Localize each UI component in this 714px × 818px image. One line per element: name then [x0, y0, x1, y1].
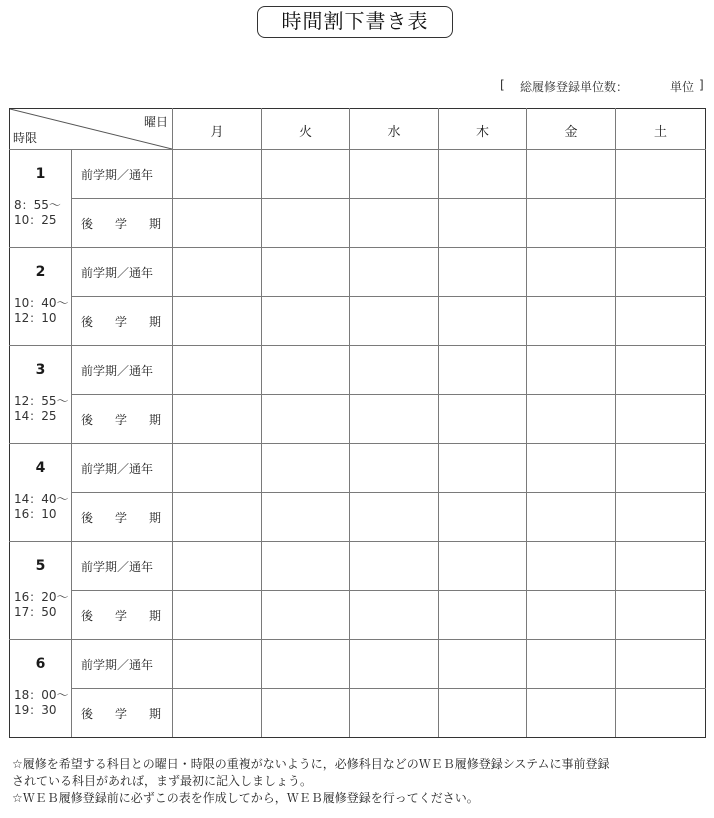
slot-cell-thu-first-term[interactable] — [439, 542, 527, 591]
slot-cell-fri-first-term[interactable] — [527, 150, 616, 199]
term-label-first: 前学期／通年 — [72, 150, 173, 199]
slot-cell-wed-first-term[interactable] — [350, 542, 439, 591]
term-label-second — [72, 395, 173, 444]
slot-cell-sat-second-term[interactable] — [616, 493, 706, 542]
credit-unit-label: 単位 — [670, 80, 695, 94]
total-credits-label: 総履修登録単位数： — [520, 80, 629, 94]
day-header-fri: 金 — [527, 109, 616, 150]
term-label-char: 学 — [115, 314, 128, 329]
period-label-cell — [10, 542, 72, 640]
slot-cell-wed-first-term[interactable] — [350, 150, 439, 199]
term-label-second — [72, 591, 173, 640]
slot-cell-fri-first-term[interactable] — [527, 542, 616, 591]
credit-close-bracket: ] — [699, 78, 704, 92]
instructions-notes — [12, 756, 708, 807]
term-label-char: 期 — [149, 412, 162, 427]
period-end-time: 16：10 — [14, 507, 57, 521]
slot-cell-mon-first-term[interactable] — [173, 346, 262, 395]
slot-cell-tue-second-term[interactable] — [262, 395, 350, 444]
term-label-char: 期 — [149, 216, 162, 231]
day-header-tue: 火 — [262, 109, 350, 150]
slot-cell-mon-first-term[interactable] — [173, 150, 262, 199]
slot-cell-sat-second-term[interactable] — [616, 297, 706, 346]
term-label-char: 学 — [115, 706, 128, 721]
period-start-time: 10：40〜 — [14, 296, 69, 310]
period-time-range — [14, 492, 69, 522]
day-header-sat: 土 — [616, 109, 706, 150]
slot-cell-tue-first-term[interactable] — [262, 150, 350, 199]
slot-cell-tue-first-term[interactable] — [262, 542, 350, 591]
period-number: 6 — [35, 656, 46, 672]
period-row-second-term — [10, 493, 706, 542]
slot-cell-fri-first-term[interactable] — [527, 248, 616, 297]
period-end-time: 14：25 — [14, 409, 57, 423]
term-label-second — [72, 297, 173, 346]
period-number: 4 — [35, 460, 46, 476]
period-start-time: 18：00〜 — [14, 688, 69, 702]
term-label-char: 学 — [115, 608, 128, 623]
slot-cell-fri-second-term[interactable] — [527, 493, 616, 542]
slot-cell-fri-second-term[interactable] — [527, 591, 616, 640]
term-label-first: 前学期／通年 — [72, 346, 173, 395]
term-label-char: 学 — [115, 510, 128, 525]
slot-cell-wed-second-term[interactable] — [350, 591, 439, 640]
slot-cell-sat-first-term[interactable] — [616, 150, 706, 199]
period-start-time: 8：55〜 — [14, 198, 61, 212]
slot-cell-sat-first-term[interactable] — [616, 640, 706, 689]
slot-cell-fri-first-term[interactable] — [527, 640, 616, 689]
slot-cell-fri-second-term[interactable] — [527, 199, 616, 248]
period-label-cell — [10, 346, 72, 444]
term-label-char: 期 — [149, 510, 162, 525]
slot-cell-tue-second-term[interactable] — [262, 199, 350, 248]
period-label-cell — [10, 640, 72, 738]
slot-cell-thu-first-term[interactable] — [439, 346, 527, 395]
period-end-time: 19：30 — [14, 703, 57, 717]
slot-cell-thu-second-term[interactable] — [439, 297, 527, 346]
period-start-time: 16：20〜 — [14, 590, 69, 604]
slot-cell-mon-second-term[interactable] — [173, 591, 262, 640]
corner-header — [10, 109, 173, 150]
slot-cell-thu-first-term[interactable] — [439, 640, 527, 689]
slot-cell-fri-first-term[interactable] — [527, 346, 616, 395]
term-label-char: 後 — [81, 314, 94, 329]
slot-cell-mon-second-term[interactable] — [173, 199, 262, 248]
period-row-first-term — [10, 150, 706, 199]
slot-cell-sat-second-term[interactable] — [616, 395, 706, 444]
period-end-time: 12：10 — [14, 311, 57, 325]
slot-cell-wed-second-term[interactable] — [350, 689, 439, 738]
term-label-second — [72, 199, 173, 248]
slot-cell-thu-first-term[interactable] — [439, 248, 527, 297]
period-end-time: 17：50 — [14, 605, 57, 619]
slot-cell-wed-first-term[interactable] — [350, 640, 439, 689]
period-start-time: 14：40〜 — [14, 492, 69, 506]
slot-cell-wed-second-term[interactable] — [350, 395, 439, 444]
term-label-char: 後 — [81, 412, 94, 427]
period-row-second-term — [10, 591, 706, 640]
slot-cell-wed-first-term[interactable] — [350, 444, 439, 493]
slot-cell-sat-first-term[interactable] — [616, 248, 706, 297]
term-label-first: 前学期／通年 — [72, 542, 173, 591]
period-time-range — [14, 590, 69, 620]
period-label-cell — [10, 150, 72, 248]
term-label-first: 前学期／通年 — [72, 444, 173, 493]
term-label-first: 前学期／通年 — [72, 248, 173, 297]
slot-cell-tue-first-term[interactable] — [262, 248, 350, 297]
period-number: 1 — [35, 166, 46, 182]
slot-cell-mon-second-term[interactable] — [173, 689, 262, 738]
term-label-char: 期 — [149, 608, 162, 623]
term-label-char: 後 — [81, 608, 94, 623]
slot-cell-thu-second-term[interactable] — [439, 493, 527, 542]
slot-cell-wed-first-term[interactable] — [350, 248, 439, 297]
term-label-second — [72, 689, 173, 738]
slot-cell-sat-first-term[interactable] — [616, 542, 706, 591]
period-time-range — [14, 198, 61, 228]
note-line: ☆ＷＥＢ履修登録前に必ずこの表を作成してから，ＷＥＢ履修登録を行ってください。 — [12, 791, 479, 805]
day-axis-label: 曜日 — [143, 115, 168, 129]
slot-cell-tue-second-term[interactable] — [262, 689, 350, 738]
day-header-mon: 月 — [173, 109, 262, 150]
slot-cell-thu-first-term[interactable] — [439, 444, 527, 493]
period-number: 5 — [35, 558, 46, 574]
slot-cell-thu-second-term[interactable] — [439, 395, 527, 444]
period-row-first-term — [10, 444, 706, 493]
day-header-wed: 水 — [350, 109, 439, 150]
slot-cell-sat-second-term[interactable] — [616, 689, 706, 738]
period-row-first-term — [10, 248, 706, 297]
note-line: されている科目があれば，まず最初に記入しましょう。 — [12, 774, 313, 788]
period-start-time: 12：55〜 — [14, 394, 69, 408]
slot-cell-sat-second-term[interactable] — [616, 199, 706, 248]
term-label-char: 後 — [81, 216, 94, 231]
period-time-range — [14, 296, 69, 326]
slot-cell-thu-second-term[interactable] — [439, 689, 527, 738]
period-end-time: 10：25 — [14, 213, 57, 227]
period-row-first-term — [10, 640, 706, 689]
period-label-cell — [10, 444, 72, 542]
slot-cell-sat-first-term[interactable] — [616, 346, 706, 395]
slot-cell-fri-second-term[interactable] — [527, 689, 616, 738]
slot-cell-wed-second-term[interactable] — [350, 297, 439, 346]
credit-open-bracket: [ — [500, 78, 505, 92]
slot-cell-tue-second-term[interactable] — [262, 493, 350, 542]
slot-cell-fri-second-term[interactable] — [527, 297, 616, 346]
period-row-second-term — [10, 689, 706, 738]
note-line: ☆履修を希望する科目との曜日・時限の重複がないように，必修科目などのＷＥＢ履修登録システムに事前登録 — [12, 757, 610, 771]
slot-cell-tue-first-term[interactable] — [262, 444, 350, 493]
term-label-char: 後 — [81, 706, 94, 721]
header-row — [10, 109, 706, 150]
term-label-char: 学 — [115, 216, 128, 231]
term-label-second — [72, 493, 173, 542]
period-row-first-term — [10, 346, 706, 395]
day-header-thu: 木 — [439, 109, 527, 150]
slot-cell-mon-first-term[interactable] — [173, 542, 262, 591]
term-label-first: 前学期／通年 — [72, 640, 173, 689]
slot-cell-mon-first-term[interactable] — [173, 640, 262, 689]
slot-cell-mon-second-term[interactable] — [173, 395, 262, 444]
period-time-range — [14, 394, 69, 424]
term-label-char: 学 — [115, 412, 128, 427]
slot-cell-wed-second-term[interactable] — [350, 493, 439, 542]
term-label-char: 期 — [149, 706, 162, 721]
slot-cell-mon-second-term[interactable] — [173, 297, 262, 346]
slot-cell-tue-second-term[interactable] — [262, 591, 350, 640]
slot-cell-mon-first-term[interactable] — [173, 444, 262, 493]
slot-cell-thu-second-term[interactable] — [439, 591, 527, 640]
period-label-cell — [10, 248, 72, 346]
slot-cell-thu-first-term[interactable] — [439, 150, 527, 199]
period-number: 3 — [35, 362, 46, 378]
slot-cell-tue-second-term[interactable] — [262, 297, 350, 346]
slot-cell-thu-second-term[interactable] — [439, 199, 527, 248]
timetable-grid — [9, 108, 706, 738]
period-time-range — [14, 688, 69, 718]
period-row-first-term — [10, 542, 706, 591]
slot-cell-tue-first-term[interactable] — [262, 640, 350, 689]
period-row-second-term — [10, 297, 706, 346]
slot-cell-wed-second-term[interactable] — [350, 199, 439, 248]
slot-cell-tue-first-term[interactable] — [262, 346, 350, 395]
term-label-char: 後 — [81, 510, 94, 525]
slot-cell-sat-second-term[interactable] — [616, 591, 706, 640]
slot-cell-sat-first-term[interactable] — [616, 444, 706, 493]
slot-cell-mon-second-term[interactable] — [173, 493, 262, 542]
period-axis-label: 時限 — [13, 131, 38, 145]
slot-cell-wed-first-term[interactable] — [350, 346, 439, 395]
slot-cell-fri-first-term[interactable] — [527, 444, 616, 493]
period-number: 2 — [35, 264, 46, 280]
page-title: 時間割下書き表 — [257, 6, 453, 38]
slot-cell-mon-first-term[interactable] — [173, 248, 262, 297]
period-row-second-term — [10, 395, 706, 444]
term-label-char: 期 — [149, 314, 162, 329]
period-row-second-term — [10, 199, 706, 248]
slot-cell-fri-second-term[interactable] — [527, 395, 616, 444]
